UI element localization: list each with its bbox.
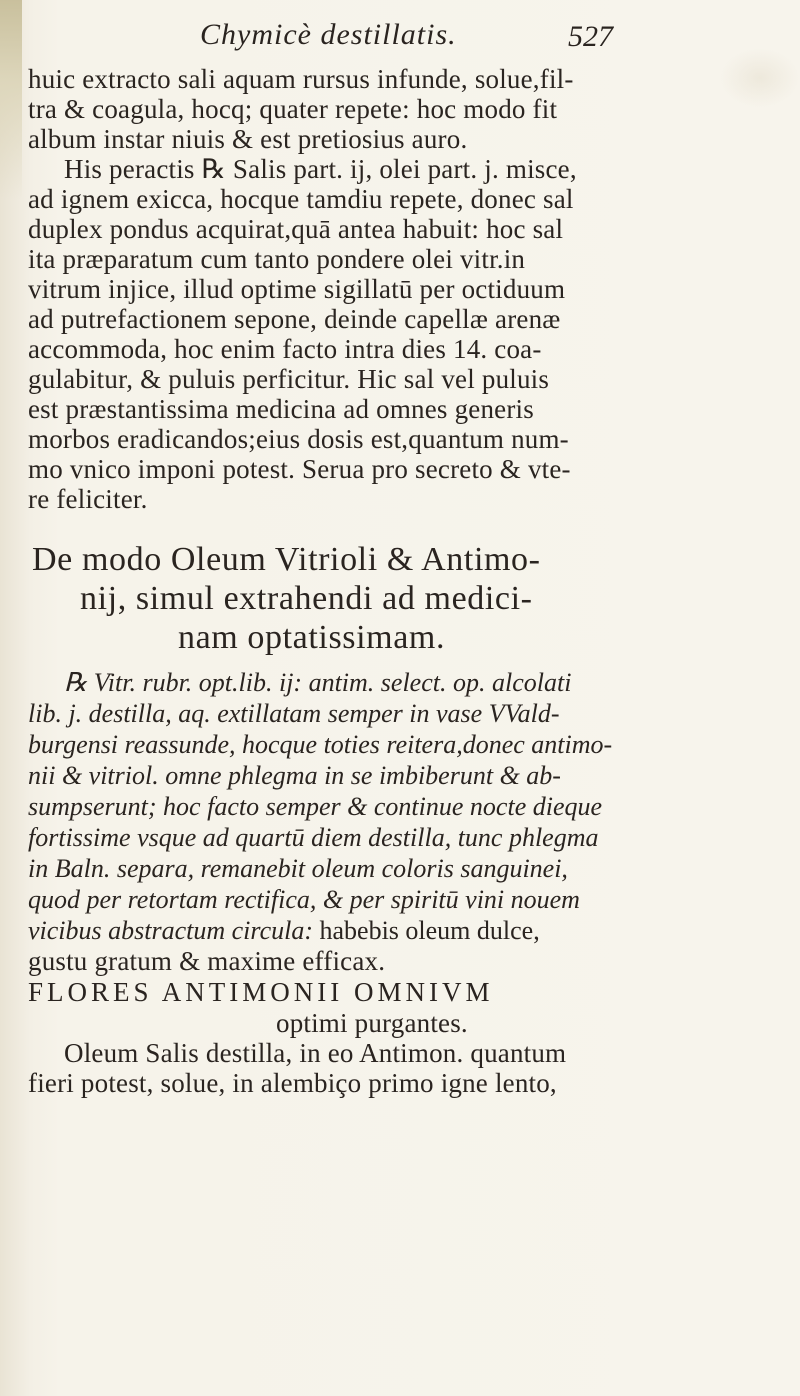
text-line: vitrum injice, illud optime sigillatū per octiduum [28, 274, 566, 304]
text-line: fieri potest, solue, in alembiço primo igne lento, [28, 1068, 557, 1098]
text-line: ita præparatum cum tanto pondere olei vitr.in [28, 244, 526, 274]
recipe-line-italic-part: vicibus abstractum circula: [28, 916, 313, 945]
text-line: est præstantissima medicina ad omnes generis [28, 394, 534, 424]
heading-line: nam optatissimam. [178, 619, 446, 656]
heading-line: De modo Oleum Vitrioli & Antimo- [32, 541, 541, 578]
recipe-line-roman-part: habebis oleum dulce, [312, 916, 540, 945]
text-line: album instar niuis & est pretiosius auro. [28, 124, 468, 154]
spacer [28, 657, 778, 667]
text-line: huic extracto sali aquam rursus infunde, solue,fil- [28, 64, 574, 94]
text-line: His peractis ℞ Salis part. ij, olei part. j. misce, [64, 154, 577, 184]
recipe-paragraph [28, 667, 778, 976]
flores-heading: FLORES ANTIMONII OMNIVM [28, 977, 494, 1007]
text-block [28, 64, 778, 1098]
text-line: gulabitur, & puluis perficitur. Hic sal vel puluis [28, 364, 550, 394]
recipe-line: fortissime vsque ad quartū diem destilla, tunc phlegma [28, 823, 599, 852]
running-head [0, 18, 800, 62]
paragraph-1 [28, 64, 778, 154]
text-line: accommoda, hoc enim facto intra dies 14. coa- [28, 334, 542, 364]
recipe-line: sumpserunt; hoc facto semper & continue nocte dieque [28, 792, 603, 821]
heading-line: nij, simul extrahendi ad medici- [80, 580, 533, 617]
page-number: 527 [568, 20, 613, 53]
recipe-line: lib. j. destilla, aq. extillatam semper in vase VVald- [28, 699, 560, 728]
text-line: re feliciter. [28, 484, 148, 514]
paragraph-2 [28, 154, 778, 514]
recipe-line: quod per retortam rectifica, & per spiritū vini nouem [28, 885, 580, 914]
recipe-line: nii & vitriol. omne phlegma in se imbiberunt & ab- [28, 761, 561, 790]
text-line: ad putrefactionem sepone, deinde capellæ arenæ [28, 304, 561, 334]
flores-subheading: optimi purgantes. [276, 1008, 468, 1038]
recipe-line: gustu gratum & maxime efficax. [28, 946, 386, 976]
text-line: Oleum Salis destilla, in eo Antimon. quantum [64, 1038, 567, 1068]
text-line: duplex pondus acquirat,quā antea habuit: hoc sal [28, 214, 564, 244]
recipe-line: ℞ Vitr. rubr. opt.lib. ij: antim. select. op. alcolati [64, 668, 572, 697]
recipe-line: in Baln. separa, remanebit oleum coloris sanguinei, [28, 854, 568, 883]
running-title: Chymicè destillatis. [200, 18, 457, 51]
text-line: tra & coagula, hocq; quater repete: hoc modo fit [28, 94, 558, 124]
closing-paragraph [28, 1038, 778, 1098]
text-line: morbos eradicandos;eius dosis est,quantum num- [28, 424, 569, 454]
text-line: mo vnico imponi potest. Serua pro secreto & vte- [28, 454, 571, 484]
section-heading [28, 540, 778, 657]
text-line: ad ignem exicca, hocque tamdiu repete, donec sal [28, 184, 574, 214]
spacer [28, 514, 778, 540]
recipe-line [28, 915, 778, 946]
recipe-line: burgensi reassunde, hocque toties reitera,donec antimo- [28, 730, 613, 759]
